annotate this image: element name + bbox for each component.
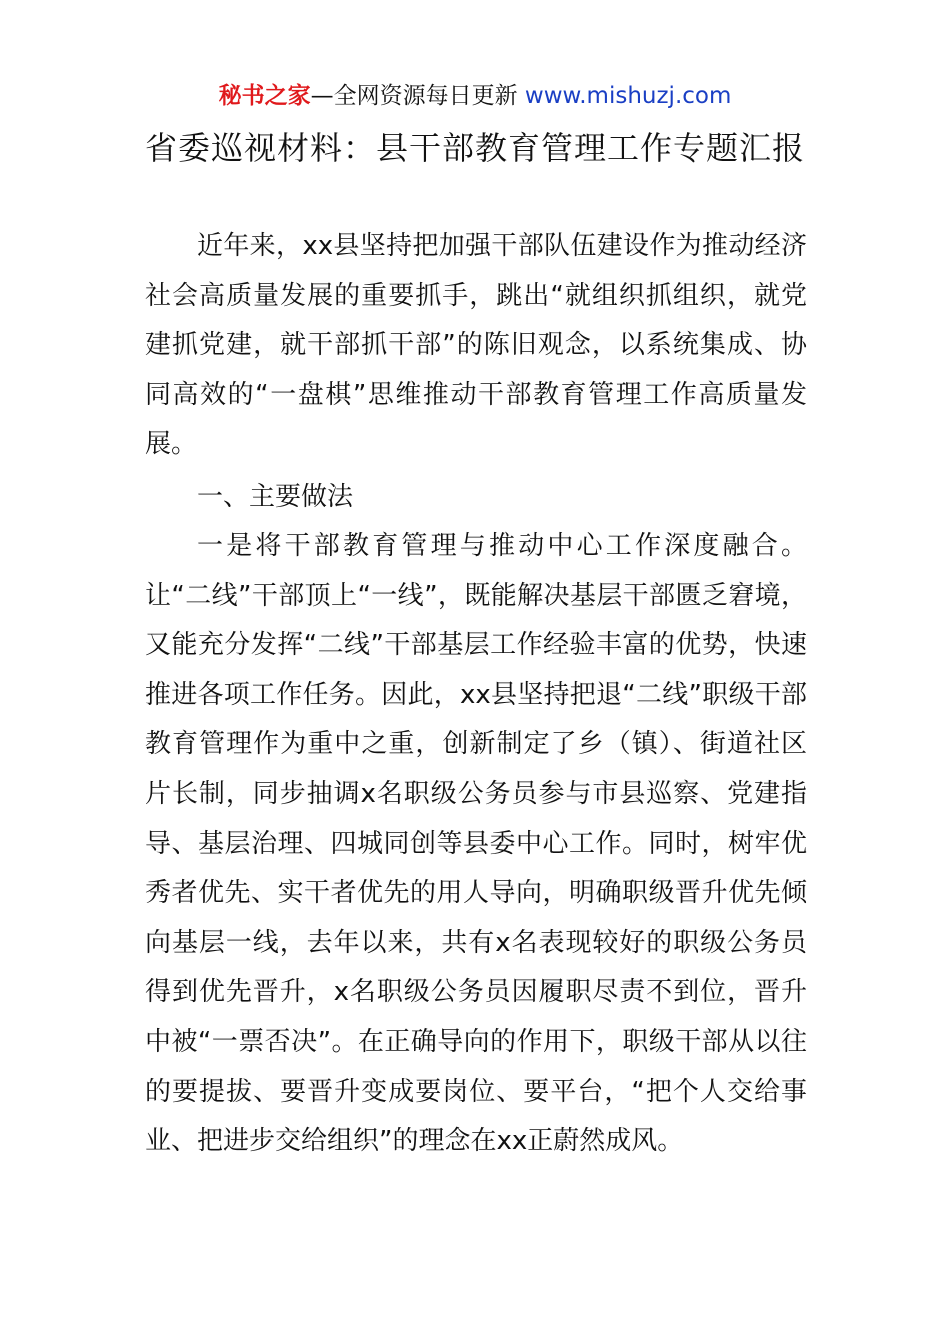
site-brand: 秘书之家 bbox=[218, 83, 311, 109]
site-header bbox=[0, 80, 950, 112]
site-url-link[interactable]: www.mishuzj.com bbox=[524, 83, 732, 109]
intro-paragraph: 近年来，xx县坚持把加强干部队伍建设作为推动经济社会高质量发展的重要抓手，跳出“就组织抓组织，就党建抓党建，就干部抓干部”的陈旧观念，以系统集成、协同高效的“一盘棋”思维推动干部教育管理工作高质量发展。 bbox=[145, 231, 807, 460]
section-heading: 一、主要做法 bbox=[197, 482, 354, 512]
site-tagline: —全网资源每日更新 bbox=[310, 83, 525, 109]
body-paragraph: 一是将干部教育管理与推动中心工作深度融合。让“二线”干部顶上“一线”，既能解决基层干部匮乏窘境，又能充分发挥“二线”干部基层工作经验丰富的优势，快速推进各项工作任务。因此，xx县坚持把退“二线”职级干部教育管理作为重中之重，创新制定了乡（镇）、街道社区片长制，同步抽调x名职级公务员参与市县巡察、党建指导、基层治理、四城同创等县委中心工作。同时，树牢优秀者优先、实干者优先的用人导向，明确职级晋升优先倾向基层一线，去年以来，共有x名表现较好的职级公务员得到优先晋升，x名职级公务员因履职尽责不到位，晋升中被“一票否决”。在正确导向的作用下，职级干部从以往的要提拔、要晋升变成要岗位、要平台，“把个人交给事业、把进步交给组织”的理念在xx正蔚然成风。 bbox=[145, 531, 807, 1157]
document-title: 省委巡视材料：县干部教育管理工作专题汇报 bbox=[144, 129, 805, 167]
